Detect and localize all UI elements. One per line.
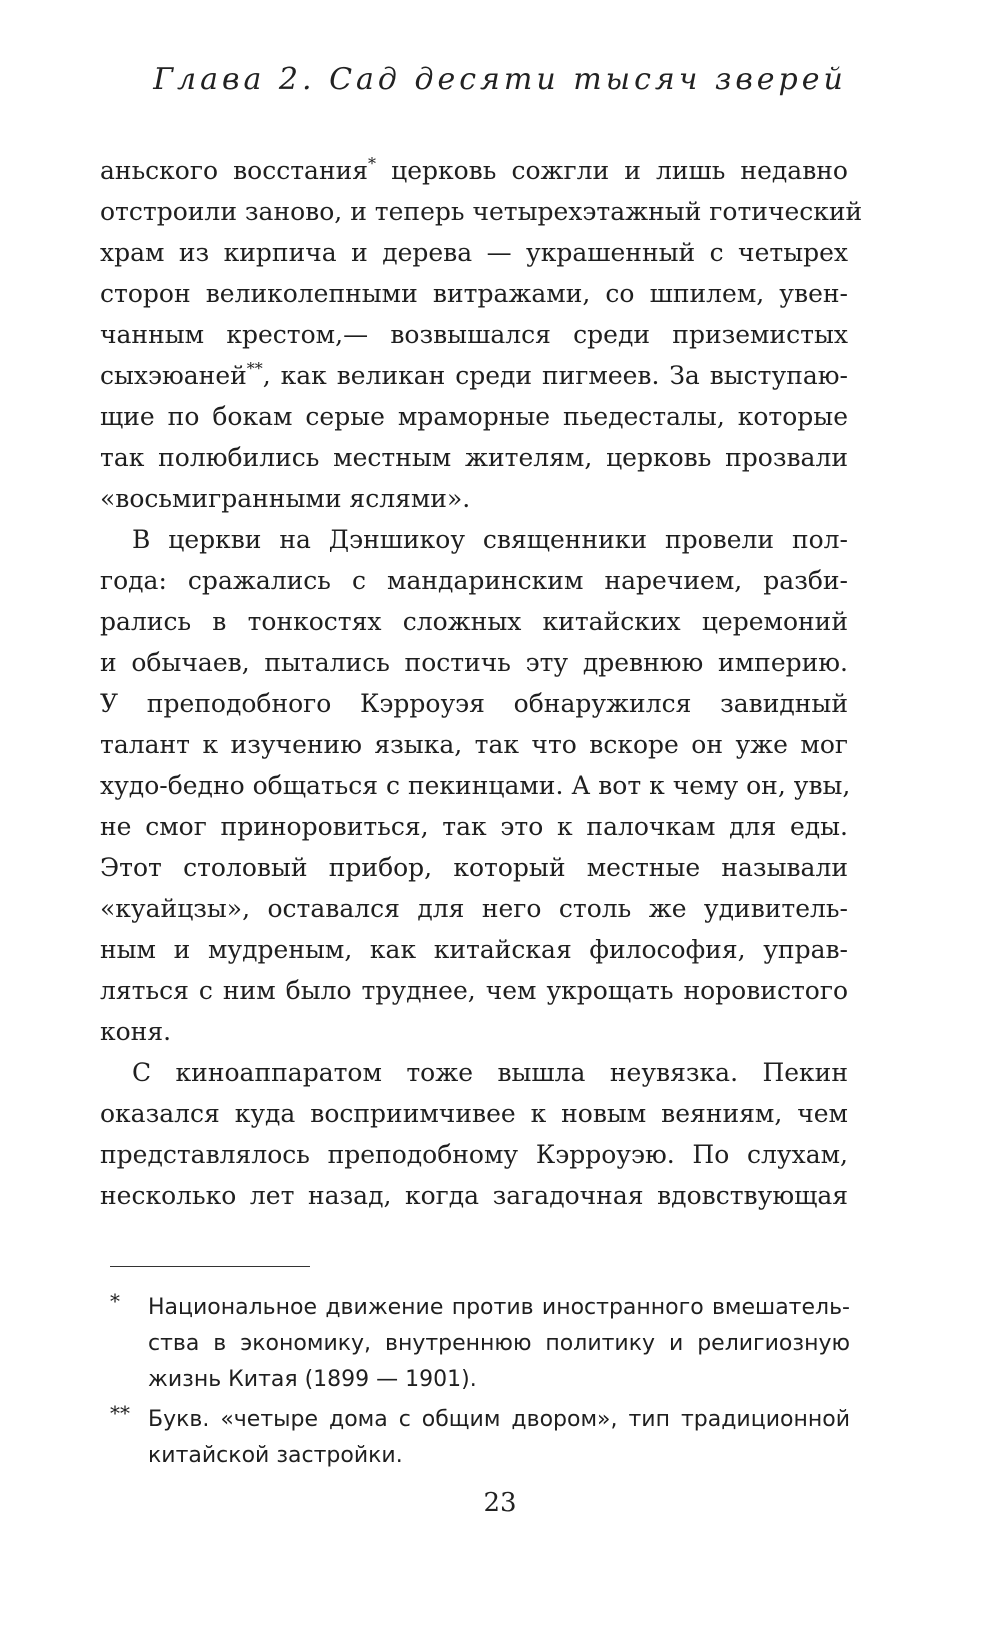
body-line: Этот столовый прибор, который местные называли: [100, 853, 848, 882]
body-line: представлялось преподобному Кэрроуэю. По слухам,: [100, 1140, 848, 1169]
body-line: несколько лет назад, когда загадочная вдовствующая: [100, 1181, 848, 1210]
footnote-line: жизнь Китая (1899 — 1901).: [148, 1367, 477, 1392]
body-line: В церкви на Дэншикоу священники провели пол-: [132, 525, 848, 554]
footnote-ref-2: **: [246, 359, 263, 378]
footnote-marker: *: [110, 1289, 120, 1313]
body-line: так полюбились местным жителям, церковь прозвали: [100, 443, 848, 472]
body-line: коня.: [100, 1017, 172, 1046]
line-text: сыхэюаней: [100, 361, 247, 390]
body-line: «куайцзы», оставался для него столь же удивитель-: [100, 894, 848, 923]
line-text: аньского восстания: [100, 156, 369, 185]
footnote-1: [110, 1290, 850, 1398]
body-line: и обычаев, пытались постичь эту древнюю империю.: [100, 648, 848, 677]
body-line: ным и мудреным, как китайская философия, управ-: [100, 935, 848, 964]
body-line: С киноаппаратом тоже вышла неувязка. Пекин: [132, 1058, 848, 1087]
body-line: чанным крестом,— возвышался среди приземистых: [100, 320, 848, 349]
line-text: церковь сожгли и лишь недавно: [376, 156, 848, 185]
footnote-line: китайской застройки.: [148, 1443, 403, 1468]
footnote-marker: **: [110, 1401, 130, 1425]
body-line: отстроили заново, и теперь четырехэтажный готический: [100, 197, 863, 226]
footnote-divider: [110, 1266, 310, 1267]
body-line: сторон великолепными витражами, со шпилем, увен-: [100, 279, 848, 308]
body-line: [100, 150, 848, 191]
body-line: [100, 355, 848, 396]
footnote-line: ства в экономику, внутреннюю политику и религиозную: [148, 1331, 850, 1356]
page-number: 23: [483, 1488, 517, 1518]
footnote-line: Национальное движение против иностранного вмешатель-: [148, 1295, 850, 1320]
footnote-line: Букв. «четыре дома с общим двором», тип традиционной: [148, 1407, 850, 1432]
footnote-2: [110, 1402, 850, 1474]
body-line: оказался куда восприимчивее к новым веяниям, чем: [100, 1099, 848, 1128]
body-text: [100, 150, 863, 1216]
footnote-ref-1: *: [368, 154, 377, 173]
footnote-text: [148, 1290, 850, 1398]
body-line: У преподобного Кэрроуэя обнаружился завидный: [100, 689, 848, 718]
body-line: рались в тонкостях сложных китайских церемоний: [100, 607, 848, 636]
body-line: года: сражались с мандаринским наречием, разби-: [100, 566, 848, 595]
body-line: талант к изучению языка, так что вскоре он уже мог: [100, 730, 848, 759]
body-line: ляться с ним было труднее, чем укрощать норовистого: [100, 976, 848, 1005]
body-line: щие по бокам серые мраморные пьедесталы, которые: [100, 402, 848, 431]
line-text: , как великан среди пигмеев. За выступаю-: [262, 361, 848, 390]
footnote-text: [148, 1402, 850, 1474]
body-line: худо-бедно общаться с пекинцами. А вот к чему он, увы,: [100, 771, 851, 800]
body-line: храм из кирпича и дерева — украшенный с четырех: [100, 238, 848, 267]
running-head: Глава 2. Сад десяти тысяч зверей: [153, 62, 847, 97]
body-line: «восьмигранными яслями».: [100, 484, 471, 513]
body-line: не смог приноровиться, так это к палочкам для еды.: [100, 812, 848, 841]
